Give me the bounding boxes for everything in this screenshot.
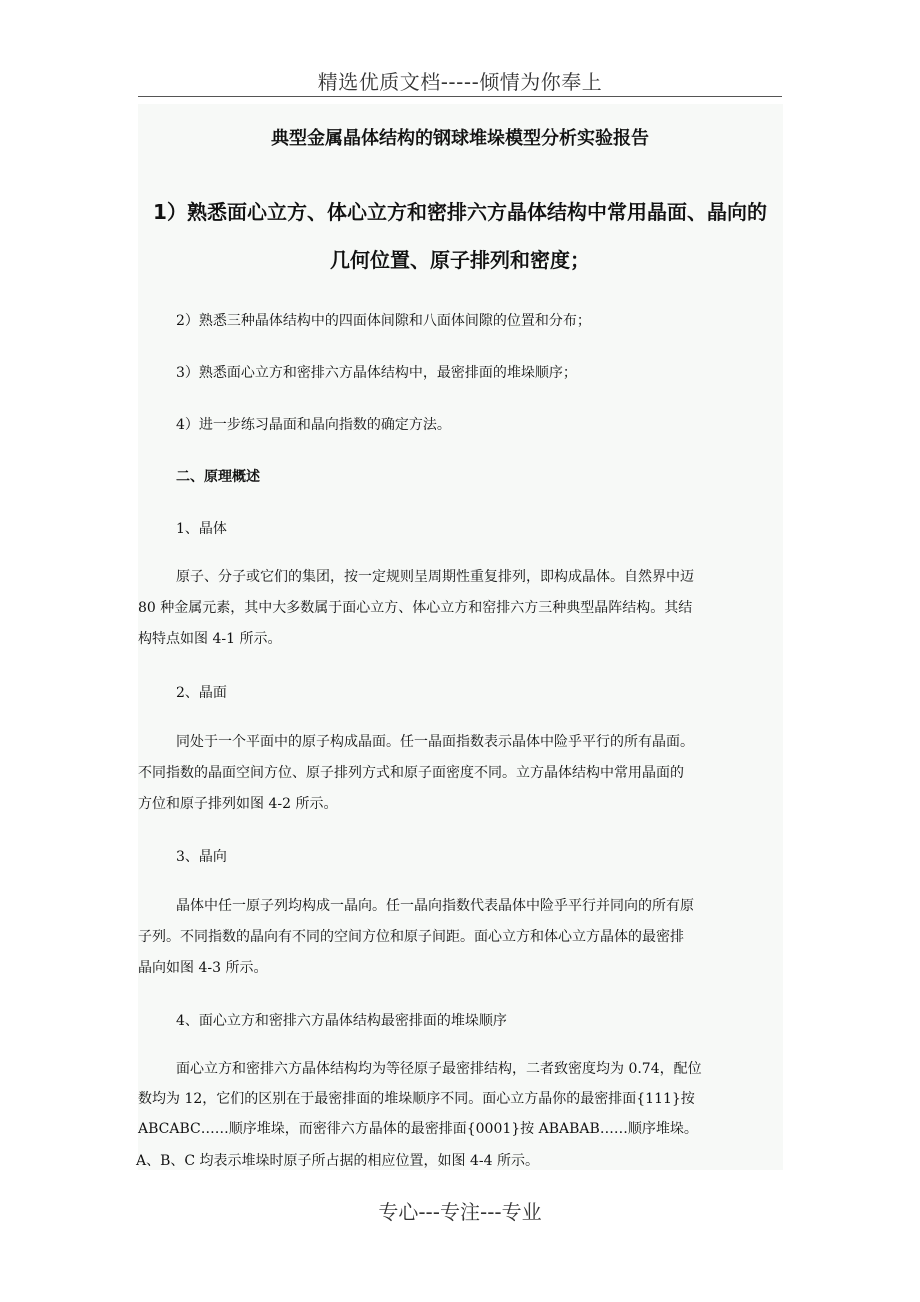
paragraph-line: ABCABC……顺序堆垛，而密徘六方晶体的最密排面{0001}按 ABABAB……顺序堆垛。 bbox=[138, 1121, 698, 1137]
paragraph-line: 构特点如图 4-1 所示。 bbox=[138, 631, 282, 647]
document-title: 典型金属晶体结构的钢球堆垛模型分析实验报告 bbox=[271, 128, 649, 149]
paragraph-line: 原子、分子或它们的集团，按一定规则呈周期性重复排列，即构成晶体。自然界中迈 bbox=[176, 569, 694, 585]
subsection-2-paragraph bbox=[138, 727, 788, 820]
objective-3: 3）熟悉面心立方和密排六方晶体结构中，最密排面的堆垛顺序； bbox=[176, 365, 577, 381]
subsection-1-heading: 1、晶体 bbox=[176, 521, 227, 537]
section-2-heading: 二、原理概述 bbox=[176, 469, 260, 485]
objective-1-line-2: 几何位置、原子排列和密度； bbox=[330, 248, 590, 272]
objective-4: 4）进一步练习晶面和晶向指数的确定方法。 bbox=[176, 417, 451, 433]
paragraph-line: 方位和原子排列如图 4-2 所示。 bbox=[138, 796, 338, 812]
subsection-1-paragraph bbox=[138, 562, 788, 655]
paragraph-line: 晶体中任一原子列均构成一晶向。任一晶向指数代表晶体中险乎平行并同向的所有原 bbox=[176, 898, 694, 914]
paragraph-line: 80 种金属元素，其中大多数属于面心立方、体心立方和窑排六方三种典型晶阵结构。其结 bbox=[138, 600, 693, 616]
paragraph-line: 数均为 12，它们的区别在于最密排面的堆垛顺序不同。面心立方晶你的最密排面{111}按 bbox=[138, 1091, 695, 1107]
subsection-4-paragraph bbox=[138, 1054, 788, 1144]
page-footer: 专心---专注---专业 bbox=[378, 1200, 542, 1224]
paragraph-line: 面心立方和密排六方晶体结构均为等径原子最密排结构，二者致密度均为 0.74，配位 bbox=[176, 1061, 702, 1077]
subsection-2-heading: 2、晶面 bbox=[176, 685, 227, 701]
paragraph-line: 同处于一个平面中的原子构成晶面。任一晶面指数表示晶体中险乎平行的所有晶面。 bbox=[176, 734, 694, 750]
subsection-4-last-line: A、B、C 均表示堆垛时原子所占据的相应位置，如图 4-4 所示。 bbox=[136, 1153, 540, 1169]
objective-1-line-1: 1）熟悉面心立方、体心立方和密排六方晶体结构中常用晶面、晶向的 bbox=[153, 200, 767, 224]
subsection-3-heading: 3、晶向 bbox=[176, 849, 227, 865]
objective-2: 2）熟悉三种晶体结构中的四面体间隙和八面体间隙的位置和分布； bbox=[176, 313, 591, 329]
subsection-4-heading: 4、面心立方和密排六方晶体结构最密排面的堆垛顺序 bbox=[176, 1013, 507, 1029]
page-header: 精选优质文档-----倾情为你奉上 bbox=[317, 70, 603, 94]
header-divider bbox=[138, 96, 782, 97]
paragraph-line: 不同指数的晶面空间方位、原子排列方式和原子面密度不同。立方晶体结构中常用晶面的 bbox=[138, 765, 684, 781]
subsection-3-paragraph bbox=[138, 891, 788, 984]
paragraph-line: 晶向如图 4-3 所示。 bbox=[138, 960, 268, 976]
paragraph-line: 子列。不同指数的晶向有不同的空间方位和原子间距。面心立方和体心立方晶体的最密排 bbox=[138, 929, 684, 945]
